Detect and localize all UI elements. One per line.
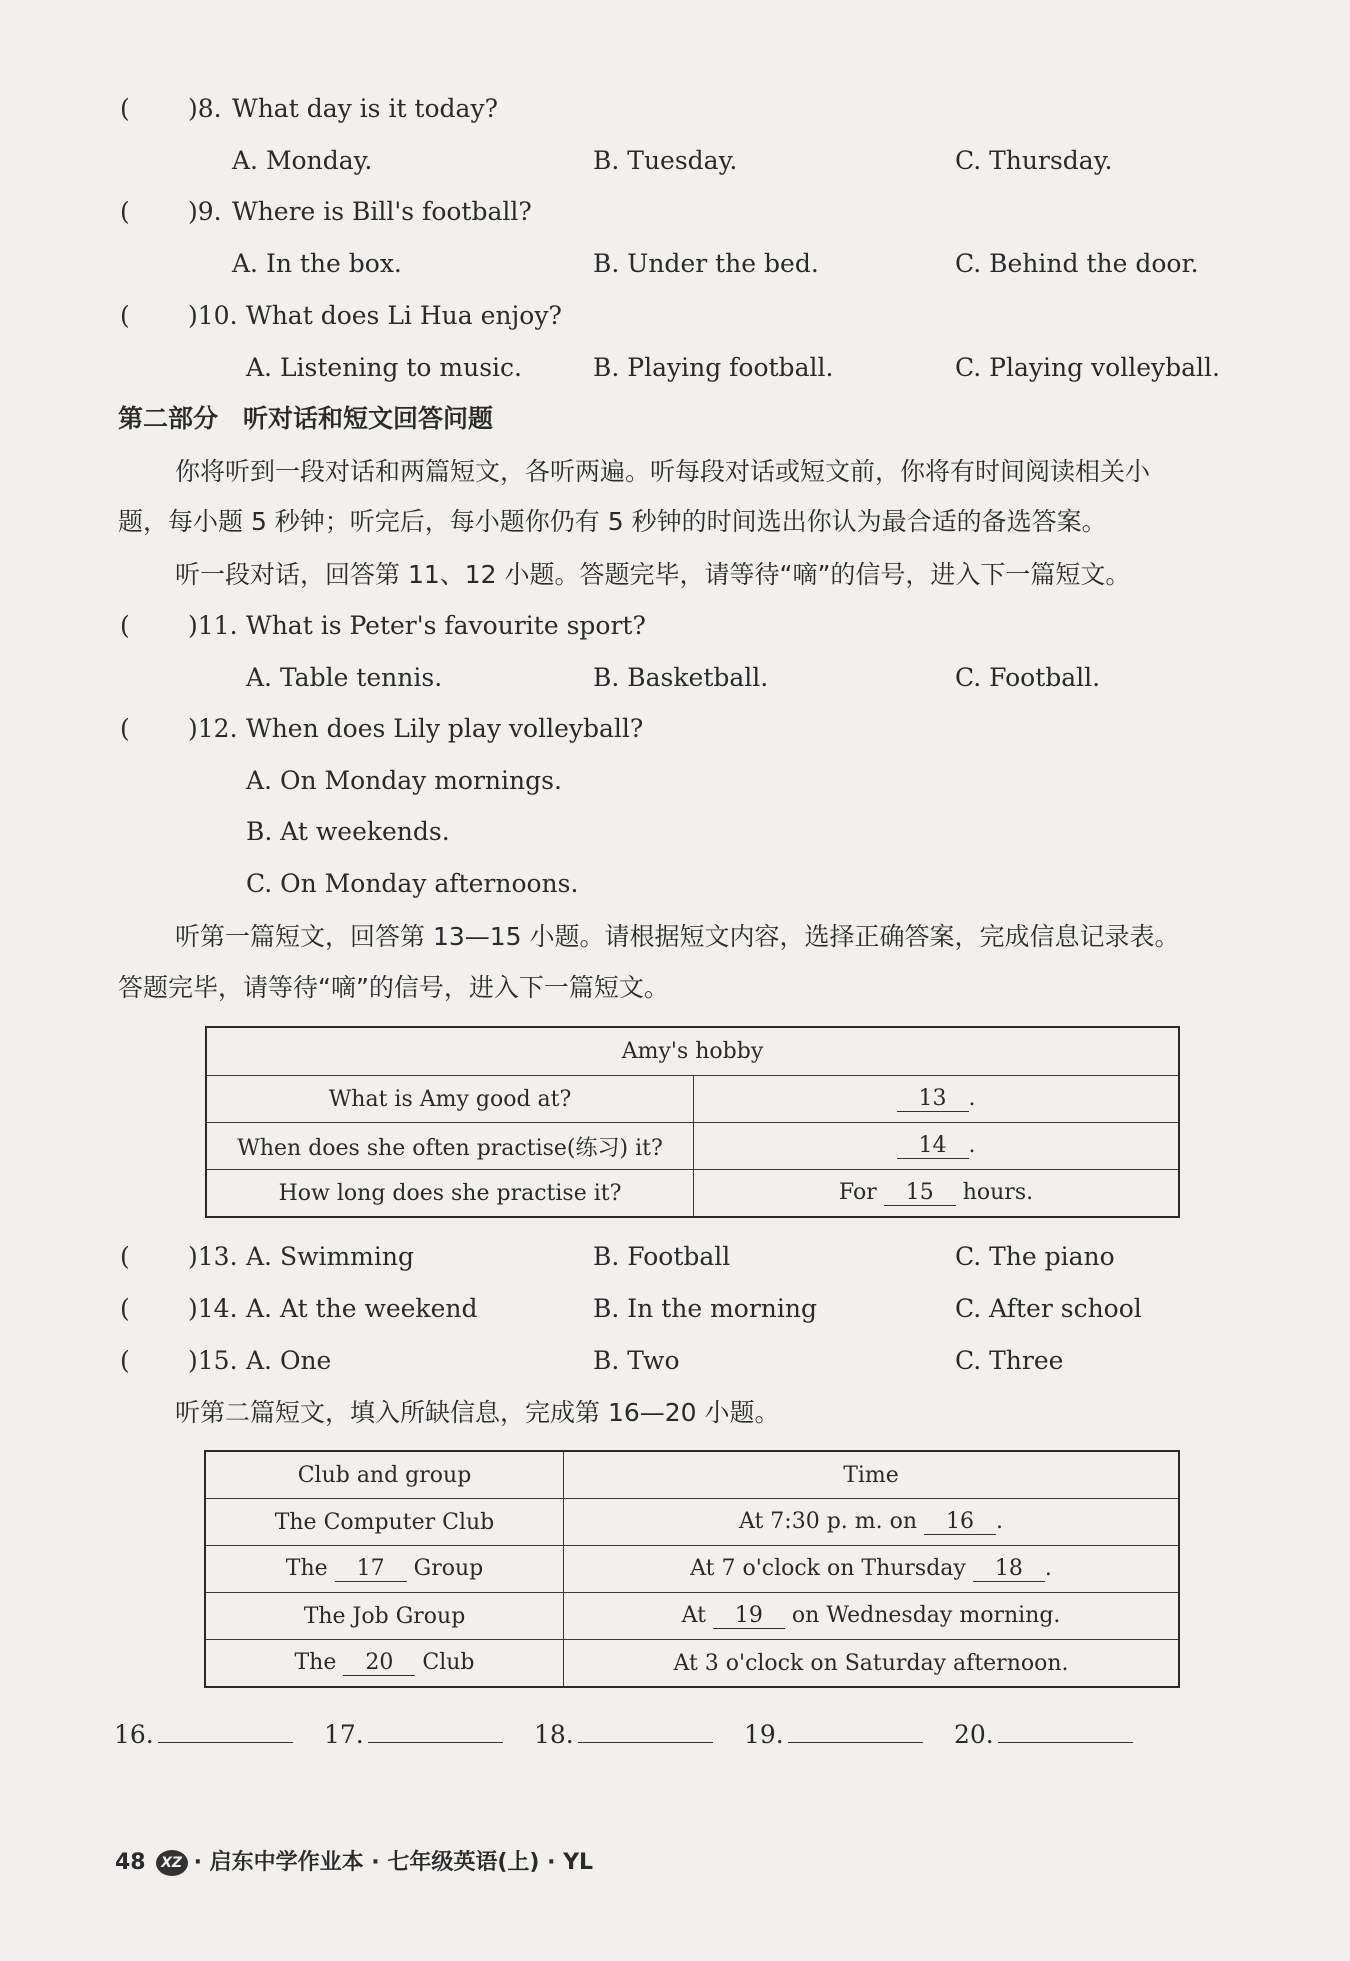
club-prefix: The [285,1556,328,1581]
question-number: )9. [188,197,222,226]
passage2-instruction: 听第二篇短文，填入所缺信息，完成第 16—20 小题。 [175,1398,780,1427]
club-cell: The Computer Club [205,1499,564,1546]
answer-paren[interactable]: ( [120,197,130,226]
option-b[interactable]: B. In the morning [593,1294,817,1323]
answer-number: 19. [744,1720,784,1749]
option-c[interactable]: C. On Monday afternoons. [246,869,579,898]
table-row [206,1170,1179,1218]
option-c[interactable]: C. Playing volleyball. [955,353,1220,382]
answer-line-16 [114,1716,293,1751]
passage1-instruction-1: 听第一篇短文，回答第 13—15 小题。请根据短文内容，选择正确答案，完成信息记录表。 [175,922,1180,951]
option-c[interactable]: C. Three [955,1346,1064,1375]
table-question: What is Amy good at? [206,1076,694,1123]
answer-paren[interactable]: ( [120,301,130,330]
club-suffix: Group [413,1556,484,1581]
question-number: )11. [188,611,238,640]
book-title: · 启东中学作业本 · 七年级英语(上) · YL [193,1850,594,1875]
question-number: )13. [188,1242,238,1271]
blank-16[interactable]: 16 [924,1509,996,1535]
option-a[interactable]: A. On Monday mornings. [246,766,562,795]
table-answer-cell [694,1170,1180,1218]
answer-blank[interactable] [578,1716,713,1743]
blank-20[interactable]: 20 [343,1650,415,1676]
option-b[interactable]: B. Basketball. [593,663,769,692]
option-b[interactable]: B. Two [593,1346,680,1375]
blank-19[interactable]: 19 [713,1603,785,1629]
table-question: When does she often practise(练习) it? [206,1123,694,1170]
time-suffix: . [1044,1556,1052,1581]
answer-line-17 [324,1716,503,1751]
time-prefix: At 7 o'clock on Thursday [690,1556,966,1581]
passage1-instruction-2: 答题完毕，请等待“嘀”的信号，进入下一篇短文。 [118,973,669,1002]
answer-paren[interactable]: ( [120,1294,130,1323]
time-cell: At 3 o'clock on Saturday afternoon. [564,1640,1180,1688]
question-number: )12. [188,714,238,743]
option-c[interactable]: C. Thursday. [955,146,1113,175]
answer-paren[interactable]: ( [120,94,130,123]
answer-paren[interactable]: ( [120,1346,130,1375]
option-c[interactable]: C. The piano [955,1242,1115,1271]
option-a[interactable]: A. In the box. [232,249,402,278]
intro-line-1: 你将听到一段对话和两篇短文，各听两遍。听每段对话或短文前，你将有时间阅读相关小 [175,457,1151,486]
option-a[interactable]: A. Listening to music. [246,353,522,382]
option-b[interactable]: B. At weekends. [246,817,450,846]
section-heading: 第二部分 听对话和短文回答问题 [118,404,494,433]
question-number: )8. [188,94,222,123]
option-a[interactable]: A. At the weekend [246,1294,478,1323]
blank-17[interactable]: 17 [335,1556,407,1582]
blank-18[interactable]: 18 [973,1556,1045,1582]
club-cell [205,1546,564,1593]
question-number: )10. [188,301,238,330]
question-number: )14. [188,1294,238,1323]
table-answer-cell [694,1123,1180,1170]
option-a[interactable]: A. One [246,1346,332,1375]
table-row [205,1593,1179,1640]
blank-suffix: . [968,1133,976,1158]
answer-blank[interactable] [788,1716,923,1743]
answer-number: 18. [534,1720,574,1749]
time-cell [564,1546,1180,1593]
option-a[interactable]: A. Table tennis. [246,663,443,692]
option-b[interactable]: B. Playing football. [593,353,834,382]
time-cell [564,1593,1180,1640]
answer-number: 20. [954,1720,994,1749]
table-header-row [205,1451,1179,1499]
header-club: Club and group [205,1451,564,1499]
blank-15[interactable]: 15 [884,1180,956,1206]
time-suffix: . [996,1509,1004,1534]
answer-blank[interactable] [158,1716,293,1743]
time-prefix: At 7:30 p. m. on [738,1509,918,1534]
club-cell: The Job Group [205,1593,564,1640]
dialog-instruction: 听一段对话，回答第 11、12 小题。答题完毕，请等待“嘀”的信号，进入下一篇短文。 [175,560,1131,589]
blank-14[interactable]: 14 [897,1133,969,1159]
header-time: Time [564,1451,1180,1499]
time-cell [564,1499,1180,1546]
amy-hobby-table [205,1026,1180,1218]
table-row [205,1640,1179,1688]
table-question: How long does she practise it? [206,1170,694,1218]
time-prefix: At [681,1603,706,1628]
option-c[interactable]: C. Behind the door. [955,249,1199,278]
option-a[interactable]: A. Swimming [246,1242,414,1271]
answer-line-19 [744,1716,923,1751]
option-b[interactable]: B. Under the bed. [593,249,819,278]
blank-suffix: hours. [962,1180,1034,1205]
question-text: What is Peter's favourite sport? [246,611,646,640]
question-text: Where is Bill's football? [232,197,532,226]
answer-blank[interactable] [998,1716,1133,1743]
question-text: What does Li Hua enjoy? [246,301,562,330]
answer-paren[interactable]: ( [120,1242,130,1271]
answer-line-18 [534,1716,713,1751]
table-row [205,1546,1179,1593]
blank-prefix: For [838,1180,877,1205]
time-suffix: on Wednesday morning. [791,1603,1061,1628]
table-row [205,1499,1179,1546]
option-c[interactable]: C. After school [955,1294,1142,1323]
question-number: )15. [188,1346,238,1375]
option-a[interactable]: A. Monday. [232,146,373,175]
answer-line-20 [954,1716,1133,1751]
answer-number: 16. [114,1720,154,1749]
club-suffix: Club [422,1650,475,1675]
intro-line-2: 题，每小题 5 秒钟；听完后，每小题你仍有 5 秒钟的时间选出你认为最合适的备选答案。 [118,507,1107,536]
blank-suffix: . [968,1086,976,1111]
page-footer [115,1845,593,1876]
table-row [206,1076,1179,1123]
page-number: 48 [115,1850,146,1875]
answer-paren[interactable]: ( [120,714,130,743]
option-b[interactable]: B. Tuesday. [593,146,738,175]
table-row [206,1123,1179,1170]
answer-paren[interactable]: ( [120,611,130,640]
table-answer-cell [694,1076,1180,1123]
club-cell [205,1640,564,1688]
question-text: What day is it today? [232,94,498,123]
answer-blank[interactable] [368,1716,503,1743]
answer-number: 17. [324,1720,364,1749]
club-prefix: The [294,1650,337,1675]
blank-13[interactable]: 13 [897,1086,969,1112]
publisher-logo-icon: XZ [156,1850,188,1876]
table-title: Amy's hobby [206,1027,1179,1076]
option-b[interactable]: B. Football [593,1242,731,1271]
club-time-table [204,1450,1180,1688]
option-c[interactable]: C. Football. [955,663,1101,692]
question-text: When does Lily play volleyball? [246,714,644,743]
